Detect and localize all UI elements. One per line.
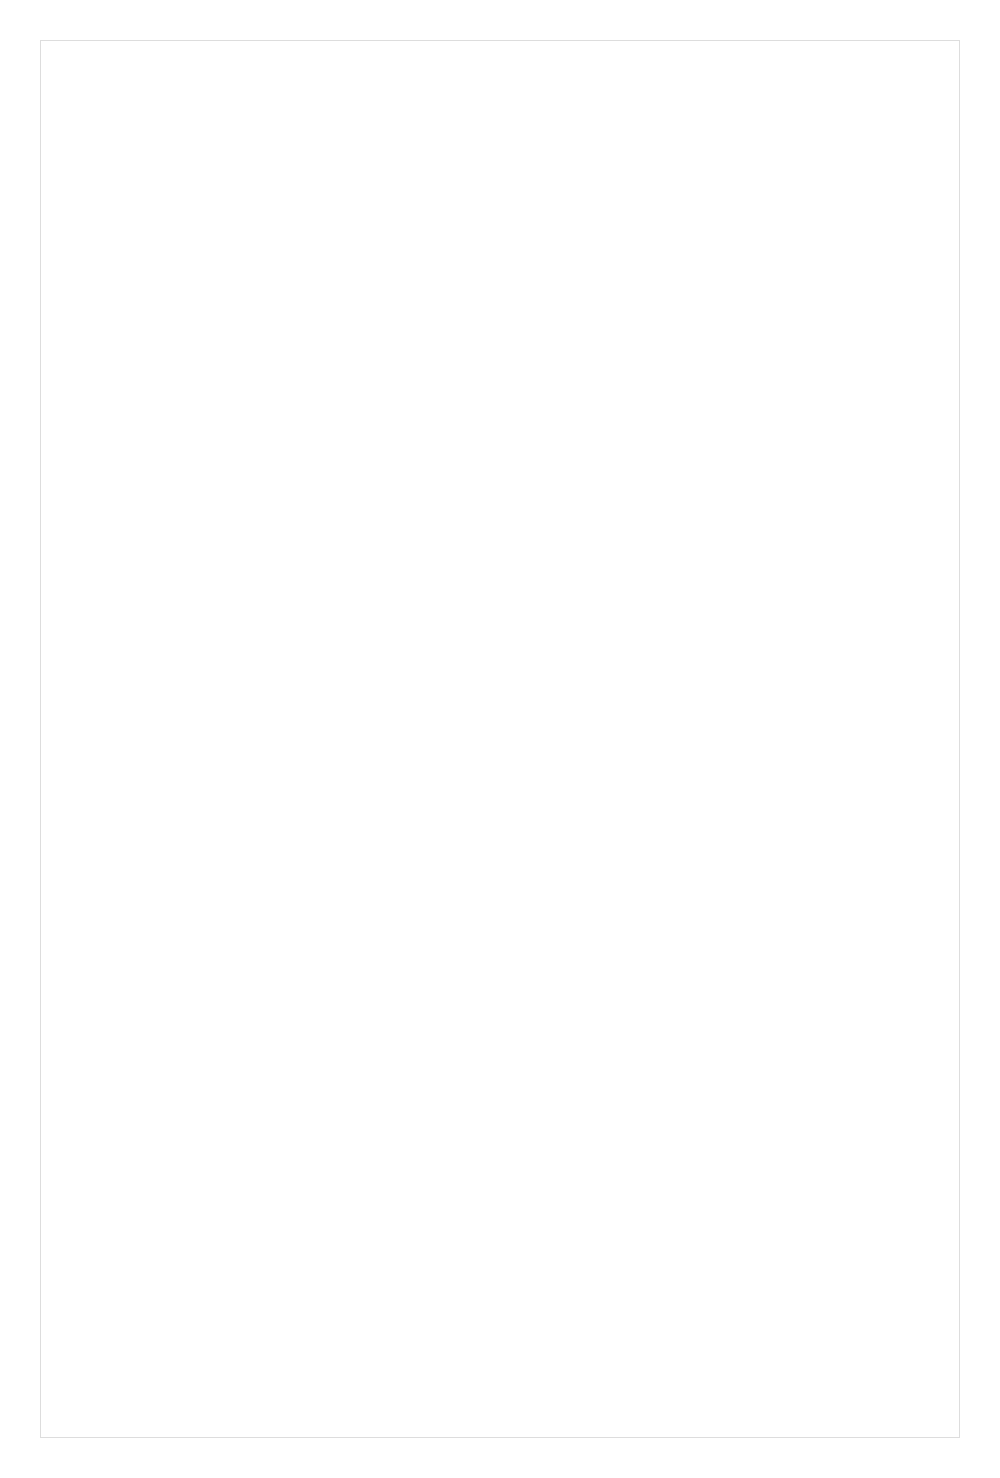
content-area — [40, 40, 960, 1438]
